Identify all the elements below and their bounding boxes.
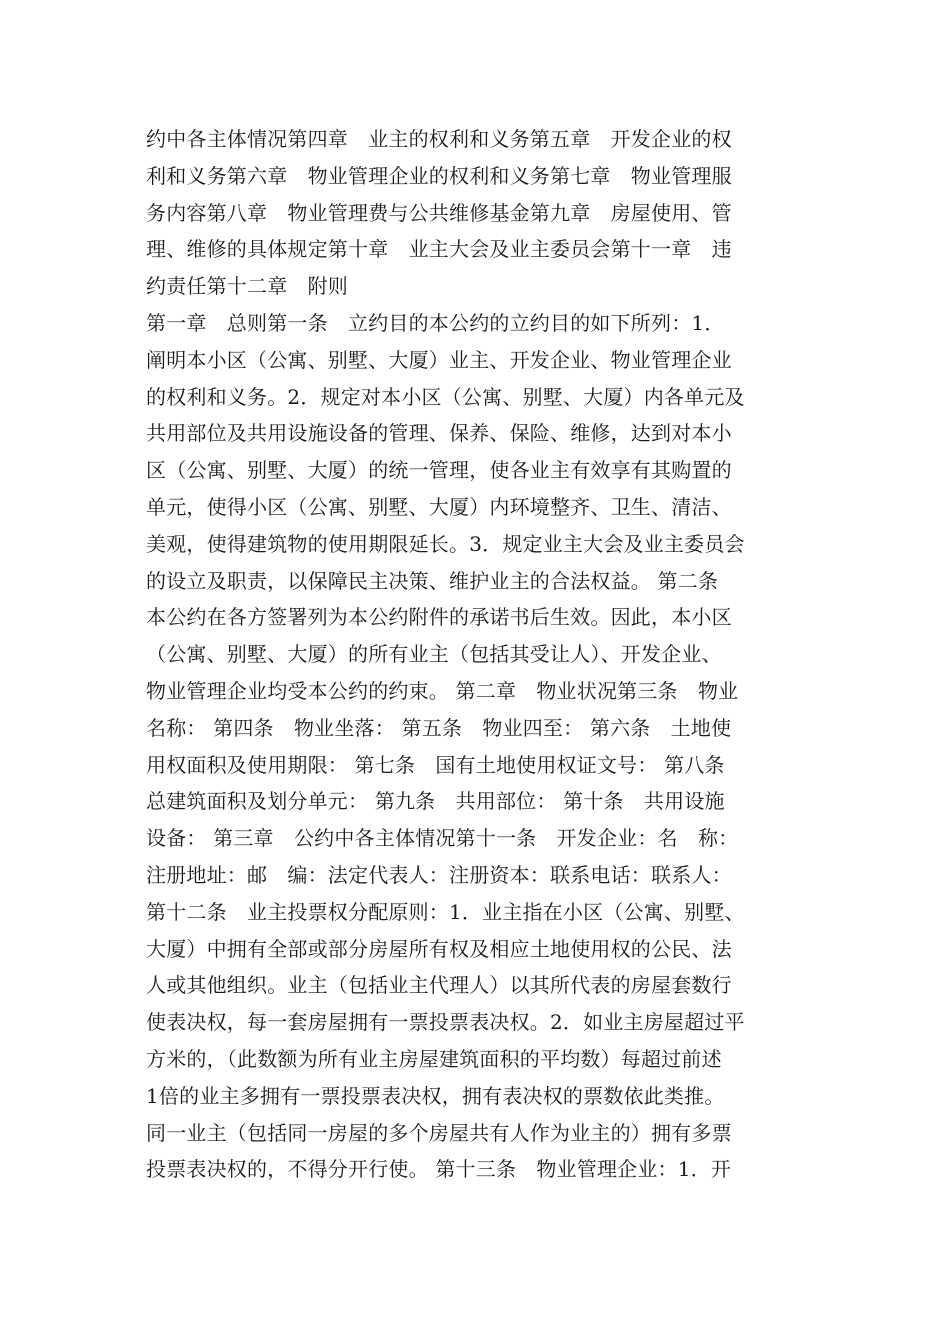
text-line: 的权利和义务。2．规定对本小区（公寓、别墅、大厦）内各单元及: [146, 384, 745, 409]
text-line: 的设立及职责，以保障民主决策、维护业主的合法权益。 第二条: [146, 568, 719, 593]
text-line: 同一业主（包括同一房屋的多个房屋共有人作为业主的）拥有多票: [146, 1120, 732, 1145]
text-line: 约责任第十二章 附则: [146, 274, 348, 299]
text-line: 使表决权，每一套房屋拥有一票投票表决权。2．如业主房屋超过平: [146, 1010, 745, 1035]
text-line: 阐明本小区（公寓、别墅、大厦）业主、开发企业、物业管理企业: [146, 347, 732, 372]
text-line: 第一章 总则第一条 立约目的本公约的立约目的如下所列：1．: [146, 310, 725, 335]
text-line: 总建筑面积及划分单元： 第九条 共用部位： 第十条 共用设施: [146, 789, 725, 814]
text-line: 共用部位及共用设施设备的管理、保养、保险、维修，达到对本小: [146, 421, 732, 446]
text-line: 方米的，（此数额为所有业主房屋建筑面积的平均数）每超过前述: [146, 1046, 722, 1071]
text-line: 名称： 第四条 物业坐落： 第五条 物业四至： 第六条 土地使: [146, 715, 732, 740]
body-text: [146, 121, 816, 1188]
text-line: 第十二条 业主投票权分配原则：1．业主指在小区（公寓、别墅、: [146, 899, 745, 924]
text-line: （公寓、别墅、大厦）的所有业主（包括其受让人）、开发企业、: [146, 642, 722, 667]
text-line: 理、维修的具体规定第十章 业主大会及业主委员会第十一章 违: [146, 237, 732, 262]
text-line: 美观，使得建筑物的使用期限延长。3．规定业主大会及业主委员会: [146, 531, 745, 556]
text-line: 注册地址：邮 编：法定代表人：注册资本：联系电话：联系人：: [146, 862, 732, 887]
text-line: 用权面积及使用期限： 第七条 国有土地使用权证文号： 第八条: [146, 752, 725, 777]
text-line: 单元，使得小区（公寓、别墅、大厦）内环境整齐、卫生、清洁、: [146, 494, 732, 519]
text-line: 本公约在各方签署列为本公约附件的承诺书后生效。因此，本小区: [146, 605, 732, 630]
text-line: 区（公寓、别墅、大厦）的统一管理，使各业主有效享有其购置的: [146, 458, 732, 483]
text-line: 1倍的业主多拥有一票投票表决权，拥有表决权的票数依此类推。: [146, 1083, 725, 1108]
text-line: 利和义务第六章 物业管理企业的权利和义务第七章 物业管理服: [146, 163, 732, 188]
text-line: 设备： 第三章 公约中各主体情况第十一条 开发企业：名 称：: [146, 826, 739, 851]
text-line: 大厦）中拥有全部或部分房屋所有权及相应土地使用权的公民、法: [146, 936, 732, 961]
text-line: 务内容第八章 物业管理费与公共维修基金第九章 房屋使用、管: [146, 200, 732, 225]
text-line: 人或其他组织。业主（包括业主代理人）以其所代表的房屋套数行: [146, 973, 732, 998]
text-line: 投票表决权的，不得分开行使。 第十三条 物业管理企业：1．开: [146, 1157, 732, 1182]
text-line: 物业管理企业均受本公约的约束。 第二章 物业状况第三条 物业: [146, 678, 739, 703]
text-line: 约中各主体情况第四章 业主的权利和义务第五章 开发企业的权: [146, 127, 732, 151]
